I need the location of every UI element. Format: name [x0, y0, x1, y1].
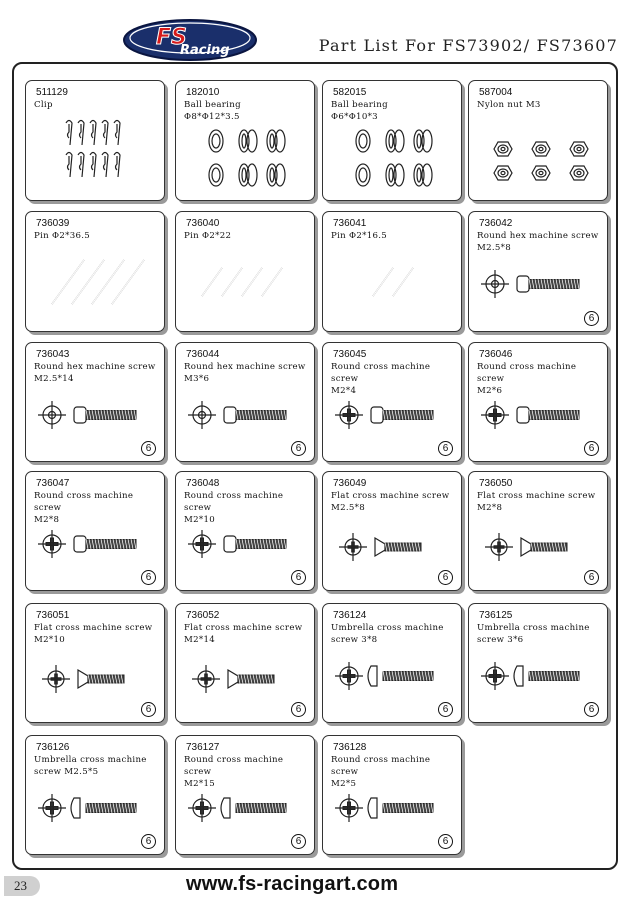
part-card [175, 735, 315, 855]
fs-racing-logo [122, 14, 258, 62]
pin-illustration [26, 212, 165, 332]
part-code: 736052 [186, 610, 220, 621]
quantity-badge: 6 [291, 441, 306, 456]
part-description: Round cross machine screw M2*6 [477, 362, 577, 396]
part-description: Flat cross machine screw M2*10 [34, 623, 153, 645]
part-code: 587004 [479, 87, 513, 98]
part-description: Umbrella cross machine screw 3*6 [477, 623, 590, 645]
part-card [25, 735, 165, 855]
part-description: Nylon nut M3 [477, 100, 541, 110]
part-description: Ball bearing Φ8*Φ12*3.5 [184, 100, 241, 122]
part-description: Flat cross machine screw M2*14 [184, 623, 303, 645]
part-card [468, 471, 608, 591]
bearing-illustration [176, 81, 315, 201]
part-card [25, 471, 165, 591]
quantity-badge: 6 [584, 570, 599, 585]
part-card [322, 80, 462, 201]
quantity-badge: 6 [141, 570, 156, 585]
part-card [468, 603, 608, 723]
page-footer [0, 872, 634, 899]
part-description: Round cross machine screw M2*4 [331, 362, 431, 396]
quantity-badge: 6 [438, 570, 453, 585]
part-code: 582015 [333, 87, 367, 98]
part-card [468, 211, 608, 332]
part-code: 736127 [186, 742, 220, 753]
part-description: Umbrella cross machine screw M2.5*5 [34, 755, 147, 777]
part-code: 736045 [333, 349, 367, 360]
part-card [322, 735, 462, 855]
part-code: 736043 [36, 349, 70, 360]
part-code: 736044 [186, 349, 220, 360]
pin2-illustration [323, 212, 462, 332]
part-code: 736047 [36, 478, 70, 489]
page-header [0, 0, 634, 62]
part-code: 736041 [333, 218, 367, 229]
clip-illustration [26, 81, 165, 201]
part-code: 736126 [36, 742, 70, 753]
part-description: Round cross machine screw M2*10 [184, 491, 284, 525]
page-number: 23 [4, 876, 40, 896]
part-description: Clip [34, 100, 53, 110]
part-code: 511129 [36, 87, 68, 98]
quantity-badge: 6 [438, 834, 453, 849]
svg-text:Racing: Racing [180, 43, 230, 58]
part-code: 736039 [36, 218, 70, 229]
quantity-badge: 6 [141, 702, 156, 717]
quantity-badge: 6 [584, 441, 599, 456]
pin-illustration [176, 212, 315, 332]
quantity-badge: 6 [141, 441, 156, 456]
quantity-badge: 6 [584, 311, 599, 326]
part-code: 736124 [333, 610, 367, 621]
part-code: 182010 [186, 87, 220, 98]
quantity-badge: 6 [438, 702, 453, 717]
part-code: 736049 [333, 478, 367, 489]
part-description: Pin Φ2*36.5 [34, 231, 91, 241]
quantity-badge: 6 [291, 570, 306, 585]
part-code: 736051 [36, 610, 70, 621]
part-card [322, 471, 462, 591]
part-description: Round hex machine screw M3*6 [184, 362, 306, 384]
bearing-illustration [323, 81, 462, 201]
part-description: Flat cross machine screw M2.5*8 [331, 491, 450, 513]
quantity-badge: 6 [438, 441, 453, 456]
part-card [25, 603, 165, 723]
website-url: www.fs-racingart.com [186, 873, 399, 895]
part-card [175, 471, 315, 591]
part-code: 736040 [186, 218, 220, 229]
part-description: Round cross machine screw M2*5 [331, 755, 431, 789]
part-card [175, 211, 315, 332]
part-code: 736050 [479, 478, 513, 489]
part-code: 736048 [186, 478, 220, 489]
part-card [175, 603, 315, 723]
nut-illustration [469, 81, 608, 201]
part-description: Pin Φ2*22 [184, 231, 232, 241]
quantity-badge: 6 [291, 702, 306, 717]
quantity-badge: 6 [291, 834, 306, 849]
part-card [322, 211, 462, 332]
part-code: 736125 [479, 610, 513, 621]
part-code: 736128 [333, 742, 367, 753]
page-title: Part List For FS73902/ FS73607 [318, 36, 618, 55]
part-description: Umbrella cross machine screw 3*8 [331, 623, 444, 645]
part-card [322, 603, 462, 723]
quantity-badge: 6 [584, 702, 599, 717]
part-code: 736046 [479, 349, 513, 360]
part-description: Pin Φ2*16.5 [331, 231, 388, 241]
part-card [175, 80, 315, 201]
part-card [25, 211, 165, 332]
part-card [468, 80, 608, 201]
part-card [25, 80, 165, 201]
part-description: Round hex machine screw M2.5*14 [34, 362, 156, 384]
part-description: Round hex machine screw M2.5*8 [477, 231, 599, 253]
part-card [322, 342, 462, 462]
part-description: Ball bearing Φ6*Φ10*3 [331, 100, 388, 122]
part-description: Round cross machine screw M2*15 [184, 755, 284, 789]
svg-text:FS: FS [156, 25, 187, 50]
part-card [25, 342, 165, 462]
part-card [175, 342, 315, 462]
quantity-badge: 6 [141, 834, 156, 849]
part-description: Round cross machine screw M2*8 [34, 491, 134, 525]
part-card [468, 342, 608, 462]
part-description: Flat cross machine screw M2*8 [477, 491, 596, 513]
part-code: 736042 [479, 218, 513, 229]
